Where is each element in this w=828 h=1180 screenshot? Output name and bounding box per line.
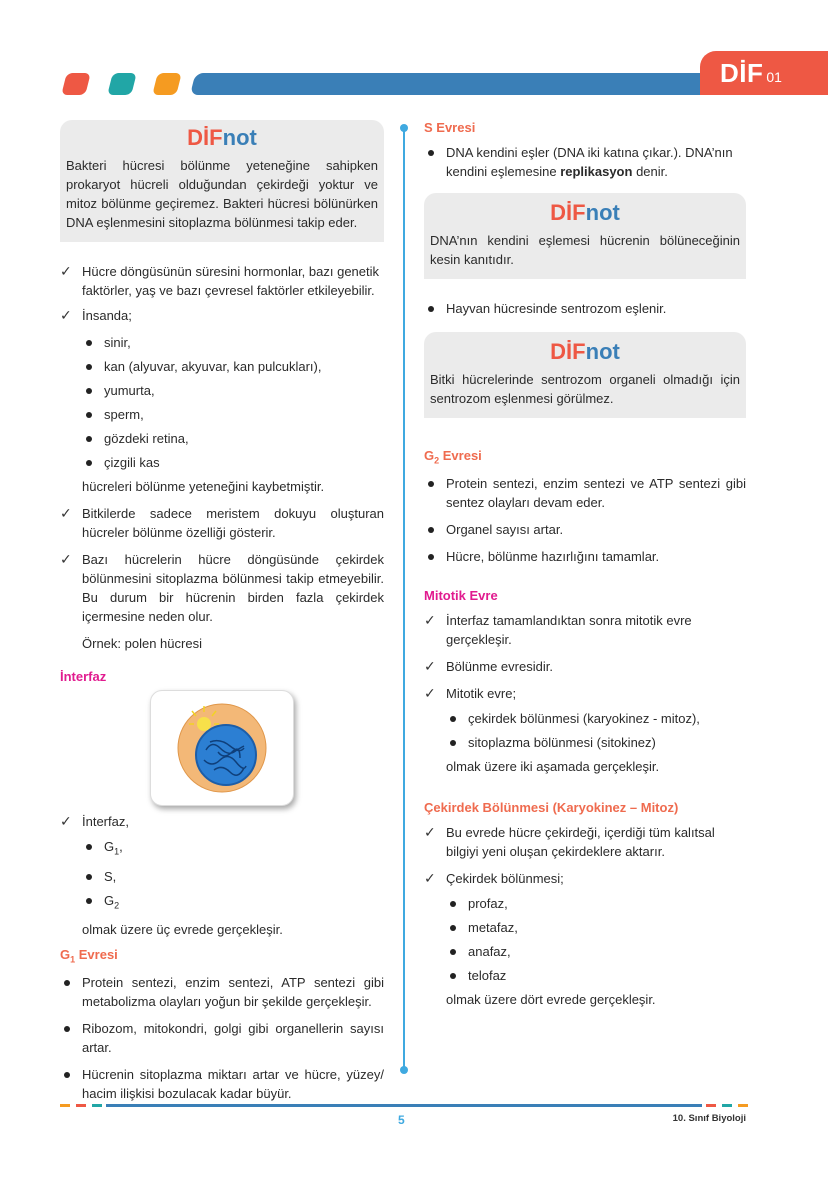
section-title-interfaz: İnterfaz — [60, 669, 107, 684]
column-divider — [403, 126, 405, 1070]
list-item: Hücre, bölünme hazırlığını tamamlar. — [424, 547, 746, 566]
list-item: metafaz, — [446, 918, 746, 937]
check-item: ✓ Mitotik evre; — [424, 684, 746, 703]
footer-dash-teal-right — [722, 1104, 732, 1107]
dif-note-logo: DİFnot — [550, 200, 620, 225]
check-item: ✓ Bitkilerde sadece meristem dokuyu oluşturan hücreler bölünme özelliği gösterir. — [60, 504, 384, 542]
section-title-g1: $G_1$ Evresi — [60, 947, 118, 965]
example-text: Örnek: polen hücresi — [82, 636, 202, 651]
page-number: 5 — [398, 1113, 405, 1127]
list-item: sinir, — [82, 333, 384, 352]
section-title-g2: $G_2$ Evresi — [424, 448, 482, 466]
list-item: çekirdek bölünmesi (karyokinez - mitoz), — [446, 709, 746, 728]
list-item: Protein sentezi, enzim sentezi, ATP sentezi gibi metabolizma olayları yoğun bir şekilde gerçekleşir. — [60, 973, 384, 1011]
cell-illustration — [150, 690, 294, 806]
list-tail: hücreleri bölünme yeteneğini kaybetmiştir. — [82, 479, 325, 494]
brand-logo: DİF — [720, 57, 764, 88]
dif-note-box — [424, 332, 746, 418]
list-item: çizgili kas — [82, 453, 384, 472]
section-title-karyokinesis: Çekirdek Bölünmesi (Karyokinez – Mitoz) — [424, 799, 679, 815]
dif-note-logo: DİFnot — [187, 125, 257, 150]
dif-note-logo: DİFnot — [550, 339, 620, 364]
check-item: ✓ İnsanda; — [60, 306, 384, 325]
list-item: Organel sayısı artar. — [424, 520, 746, 539]
mitotic-list — [424, 709, 746, 752]
list-item: kan (alyuvar, akyuvar, kan pulcukları), — [82, 357, 384, 376]
header-tab-teal — [107, 73, 136, 95]
footer-dash-orange — [60, 1104, 70, 1107]
check-item: ✓ Çekirdek bölünmesi; — [424, 869, 746, 888]
list-item: profaz, — [446, 894, 746, 913]
list-item: Ribozom, mitokondri, golgi gibi organellerin sayısı artar. — [60, 1019, 384, 1057]
list-item: Protein sentezi, enzim sentezi ve ATP sentezi gibi sentez olayları devam eder. — [424, 474, 746, 512]
right-column — [424, 120, 746, 1009]
footer-dash-orange-right — [738, 1104, 748, 1107]
footer-line — [106, 1104, 702, 1107]
divider-dot-top — [400, 124, 408, 132]
dif-note-box — [424, 193, 746, 279]
list-item: anafaz, — [446, 942, 746, 961]
footer-dash-red — [76, 1104, 86, 1107]
list-item: telofaz — [446, 966, 746, 985]
list-item: $G_1$, — [82, 837, 384, 862]
check-item: ✓ Hücre döngüsünün süresini hormonlar, bazı genetik faktörler, yaş ve bazı çevresel faktörler etkileyebilir. — [60, 262, 384, 300]
book-title: 10. Sınıf Biyoloji — [672, 1113, 746, 1124]
list-item: DNA kendini eşler (DNA iki katına çıkar.). DNA’nın kendini eşlemesine replikasyon denir. — [424, 143, 746, 181]
check-item: ✓ Bölünme evresidir. — [424, 657, 746, 676]
list-tail: olmak üzere dört evrede gerçekleşir. — [446, 991, 656, 1007]
header-tab-orange — [152, 73, 181, 95]
list-item: Hayvan hücresinde sentrozom eşlenir. — [424, 299, 746, 318]
list-tail: olmak üzere üç evrede gerçekleşir. — [82, 922, 283, 938]
cell-list — [60, 333, 384, 472]
footer-dash-red-right — [706, 1104, 716, 1107]
header-bar — [190, 73, 755, 95]
note-text: Bitki hücrelerinde sentrozom organeli olmadığı için sentrozom eşlenmesi görülmez. — [430, 372, 740, 406]
list-item: sperm, — [82, 405, 384, 424]
phase-list — [60, 837, 384, 915]
header-tab-red — [61, 73, 90, 95]
check-item: ✓ İnterfaz, — [60, 812, 384, 831]
check-item: ✓ Bu evrede hücre çekirdeği, içerdiği tüm kalıtsal bilgiyi yeni oluşan çekirdeklere aktarır. — [424, 823, 746, 861]
chapter-number: 01 — [766, 69, 782, 85]
divider-dot-bottom — [400, 1066, 408, 1074]
interphase-cell-image — [174, 700, 270, 796]
check-item: ✓ İnterfaz tamamlandıktan sonra mitotik evre gerçekleşir. — [424, 611, 746, 649]
note-text: DNA’nın kendini eşlemesi hücrenin bölüneceğinin kesin kanıtıdır. — [430, 233, 740, 267]
list-item: sitoplazma bölünmesi (sitokinez) — [446, 733, 746, 752]
list-item: Hücrenin sitoplazma miktarı artar ve hücre, yüzey/ hacim ilişkisi bozulacak kadar büyür. — [60, 1065, 384, 1103]
list-item: yumurta, — [82, 381, 384, 400]
list-item: gözdeki retina, — [82, 429, 384, 448]
list-tail: olmak üzere iki aşamada gerçekleşir. — [446, 758, 660, 774]
chapter-badge — [700, 51, 828, 95]
dif-note-box — [60, 120, 384, 242]
footer-dash-teal — [92, 1104, 102, 1107]
list-item: $G_2$ — [82, 891, 384, 916]
list-item: S, — [82, 867, 384, 886]
note-text: Bakteri hücresi bölünme yeteneğine sahipken prokaryot hücreli olduğundan çekirdeği yoktur ve mitoz bölünme geçiremez. Bakteri hücresi bölünürken DNA eşlenmesini sitoplazma bölünmesi takip eder. — [66, 158, 378, 230]
left-column — [60, 120, 384, 1103]
section-title-mitotic: Mitotik Evre — [424, 587, 498, 603]
section-title-s: S Evresi — [424, 120, 476, 135]
karyo-list — [424, 894, 746, 985]
check-item: ✓ Bazı hücrelerin hücre döngüsünde çekirdek bölünmesini sitoplazma bölünmesi takip etmeyebilir. Bu durum bir hücrenin birden fazla çekirdek içermesine neden olur. — [60, 550, 384, 626]
